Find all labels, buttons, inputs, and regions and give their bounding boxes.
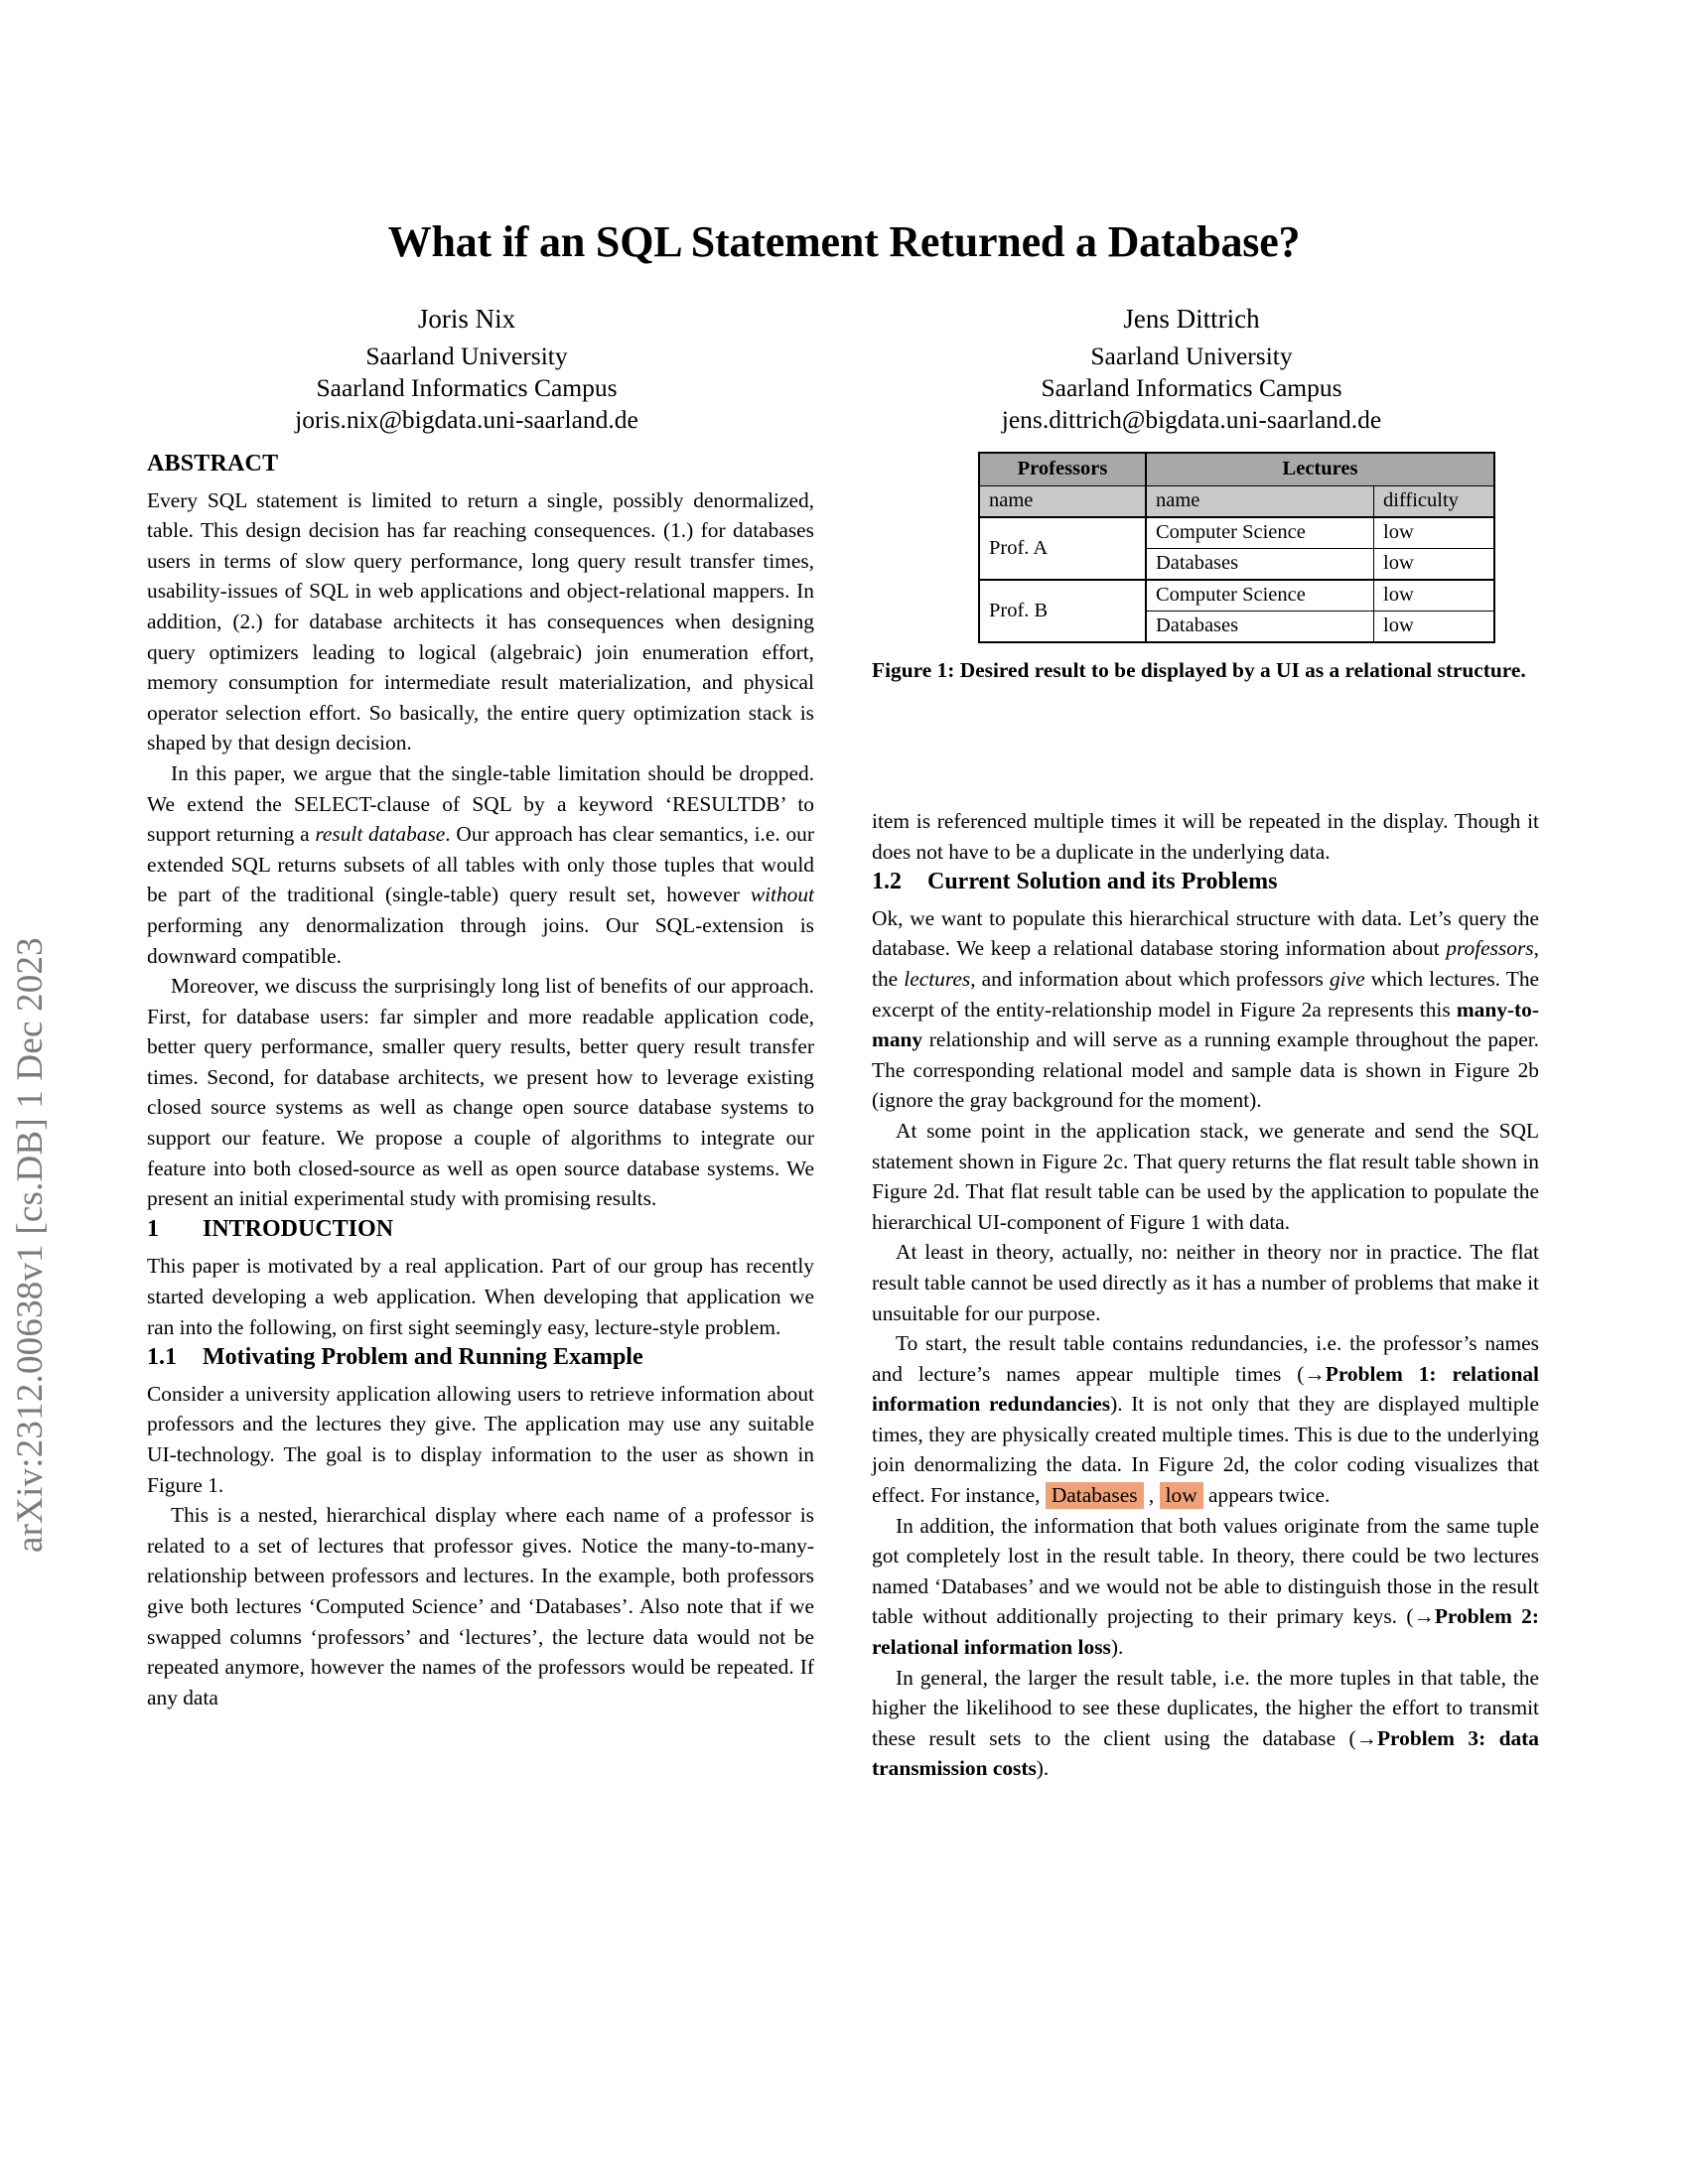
s12-p1-bold-many-to-many: many-to-many bbox=[872, 997, 1539, 1052]
author-affiliation-2: Saarland Informatics Campus bbox=[1041, 373, 1342, 402]
section-heading-1-2 bbox=[872, 867, 1539, 897]
figure-1-caption: Figure 1: Desired result to be displayed by a UI as a relational structure. bbox=[872, 658, 1526, 682]
s12-paragraph-4 bbox=[872, 1328, 1539, 1511]
s12-p1-italic-professors: professors bbox=[1446, 936, 1534, 961]
s12-paragraph-1 bbox=[872, 903, 1539, 1116]
author-email: joris.nix@bigdata.uni-saarland.de bbox=[295, 405, 638, 434]
figure-1 bbox=[978, 452, 1495, 643]
s12-p1-text-a: Ok, we want to populate this hierarchical structure with data. Let’s query the database. We keep a relational database storing information about bbox=[872, 905, 1539, 961]
table-row bbox=[979, 580, 1494, 612]
highlight-databases: Databases bbox=[1046, 1482, 1144, 1509]
s12-paragraph-2: At some point in the application stack, we generate and send the SQL statement shown in Figure 2c. That query returns the flat result table shown in Figure 2d. That flat result table can be used by the application to populate the hierarchical UI-component of Figure 1 with data. bbox=[872, 1118, 1539, 1234]
table-group-header-row bbox=[979, 453, 1494, 486]
s12-p1-text-b: , the bbox=[872, 936, 1539, 991]
table-column-header-row bbox=[979, 486, 1494, 518]
abstract-p2-text-c: performing any denormalization through joins. Our SQL-extension is downward compatible. bbox=[147, 912, 814, 968]
section-number: 1.1 bbox=[147, 1344, 177, 1371]
cell-difficulty: low bbox=[1374, 517, 1495, 549]
group-header-professors: Professors bbox=[979, 453, 1146, 486]
abstract-p2-text-b: . Our approach has clear semantics, i.e. our extended SQL returns subsets of all tables with only those tuples that would be part of the traditional (single-table) query result set, however bbox=[147, 822, 815, 907]
section-title: Motivating Problem and Running Example bbox=[203, 1344, 643, 1371]
author-block-right bbox=[874, 303, 1509, 436]
s12-p4-text-c: , bbox=[1143, 1483, 1160, 1508]
left-column bbox=[147, 449, 814, 1712]
s12-p5-text-b: ). bbox=[1110, 1635, 1124, 1660]
column-header-difficulty: difficulty bbox=[1374, 486, 1495, 518]
s12-p6-text-a: In general, the larger the result table, i.e. the more tuples in that table, the higher the likelihood to see these duplicates, the higher the effort to transmit these result sets to the client using the database (→ bbox=[872, 1665, 1539, 1750]
s12-p4-bold-problem-1: Problem 1: relational information redundancies bbox=[872, 1361, 1539, 1417]
cell-professor-name: Prof. B bbox=[979, 580, 1146, 642]
column-header-lecture-name: name bbox=[1146, 486, 1374, 518]
abstract-paragraph-1: Every SQL statement is limited to return a single, possibly denormalized, table. This design decision has far reaching consequences. (1.) for databases users in terms of slow query performance, long query result transfer times, usability-issues of SQL in web applications and object-relational mappers. In addition, (2.) for database architects it has consequences when designing query optimizers leading to logical (algebraic) join enumeration effort, memory consumption for intermediate result materialization, and physical operator selection effort. So basically, the entire query optimization stack is shaped by that design decision. bbox=[147, 487, 814, 755]
page-title: What if an SQL Statement Returned a Database? bbox=[387, 217, 1301, 266]
author-block-left bbox=[149, 303, 784, 436]
table-row bbox=[979, 517, 1494, 549]
cell-difficulty: low bbox=[1374, 612, 1495, 643]
section-title: INTRODUCTION bbox=[203, 1215, 394, 1242]
group-header-lectures: Lectures bbox=[1146, 453, 1494, 486]
s12-p5-text-a: In addition, the information that both values originate from the same tuple got completely lost in the result table. In theory, there could be two lectures named ‘Databases’ and we would not be able to distinguish those in the result table without additionally projecting to their primary keys. (→ bbox=[872, 1513, 1539, 1629]
abstract-p2-italic-without: without bbox=[750, 883, 814, 907]
s12-p1-italic-give: give bbox=[1329, 966, 1365, 991]
s12-p1-text-e: relationship and will serve as a running example throughout the paper. The corresponding relational model and sample data is shown in Figure 2b (ignore the gray background for the moment). bbox=[872, 1027, 1539, 1113]
s12-p1-text-d: which lectures. The excerpt of the entity-relationship model in Figure 2a represents this bbox=[872, 966, 1540, 1022]
s12-p1-text-c: , and information about which professors bbox=[970, 966, 1330, 991]
section-heading-introduction bbox=[147, 1214, 814, 1245]
s12-p4-text-b: ). It is not only that they are displayed multiple times, they are physically created multiple times. This is due to the underlying join denormalizing the data. In Figure 2d, the color coding visualizes that effect. For instance, bbox=[872, 1392, 1539, 1508]
s12-paragraph-5 bbox=[872, 1511, 1539, 1663]
s11-paragraph-2: This is a nested, hierarchical display where each name of a professor is related to a set of lectures that professor gives. Notice the many-to-many-relationship between professors and lectures. In the example, both professors give both lectures ‘Computed Science’ and ‘Databases’. Also note that if we swapped columns ‘professors’ and ‘lectures’, the lecture data would not be repeated anymore, however the names of the professors would be repeated. If any data bbox=[147, 1503, 814, 1709]
s12-p5-bold-problem-2: Problem 2: relational information loss bbox=[872, 1604, 1539, 1660]
section-number: 1.2 bbox=[872, 869, 902, 895]
arxiv-stamp: arXiv:2312.00638v1 [cs.DB] 1 Dec 2023 bbox=[10, 937, 51, 1553]
author-affiliation-1: Saarland University bbox=[365, 341, 568, 370]
abstract-p2-italic-result-database: result database bbox=[315, 822, 446, 847]
abstract-p2-text-a: In this paper, we argue that the single-table limitation should be dropped. We extend the SELECT-clause of SQL by a keyword ‘RESULTDB’ to support returning a bbox=[147, 760, 814, 847]
section-heading-1-1 bbox=[147, 1342, 814, 1373]
cell-lecture-name: Computer Science bbox=[1146, 580, 1374, 612]
cell-lecture-name: Computer Science bbox=[1146, 517, 1374, 549]
cell-professor-name: Prof. A bbox=[979, 517, 1146, 580]
highlight-low: low bbox=[1160, 1482, 1203, 1509]
abstract-heading: ABSTRACT bbox=[147, 451, 279, 477]
s12-p6-bold-problem-3: Problem 3: data transmission costs bbox=[872, 1725, 1539, 1781]
s12-p4-text-a: To start, the result table contains redundancies, i.e. the professor’s names and lecture’s names appear multiple times (→ bbox=[872, 1331, 1539, 1386]
cell-lecture-name: Databases bbox=[1146, 549, 1374, 581]
s12-p4-text-d: appears twice. bbox=[1202, 1483, 1331, 1508]
abstract-paragraph-3: Moreover, we discuss the surprisingly long list of benefits of our approach. First, for database users: far simpler and more readable application code, better query performance, smaller query results, better query result transfer times. Second, for database architects, we present how to leverage existing closed source systems as well as change open source database systems to support our feature. We propose a couple of algorithms to integrate our feature into both closed-source as well as open source database systems. We present an initial experimental study with promising results. bbox=[147, 974, 814, 1211]
abstract-paragraph-2 bbox=[147, 758, 814, 971]
s12-p1-italic-lectures: lectures bbox=[904, 966, 971, 991]
column-header-professor-name: name bbox=[979, 486, 1146, 518]
s12-paragraph-6 bbox=[872, 1663, 1539, 1784]
right-column bbox=[872, 806, 1539, 1784]
cell-difficulty: low bbox=[1374, 549, 1495, 581]
author-name: Jens Dittrich bbox=[1123, 304, 1260, 334]
s12-paragraph-3: At least in theory, actually, no: neither in theory nor in practice. The flat result table cannot be used directly as it has a number of problems that make it unsuitable for our purpose. bbox=[872, 1240, 1539, 1325]
intro-paragraph-1: This paper is motivated by a real application. Part of our group has recently started developing a web application. When developing that application we ran into the following, on first sight seemingly easy, lecture-style problem. bbox=[147, 1254, 814, 1339]
cell-lecture-name: Databases bbox=[1146, 612, 1374, 643]
cell-difficulty: low bbox=[1374, 580, 1495, 612]
s11-paragraph-1: Consider a university application allowing users to retrieve information about professors and the lectures they give. The application may use any suitable UI-technology. The goal is to display information to the user as shown in Figure 1. bbox=[147, 1381, 814, 1497]
relational-result-table bbox=[978, 452, 1495, 643]
s12-p6-text-b: ). bbox=[1036, 1756, 1050, 1781]
author-name: Joris Nix bbox=[417, 304, 516, 334]
author-email: jens.dittrich@bigdata.uni-saarland.de bbox=[1001, 405, 1382, 434]
author-affiliation-1: Saarland University bbox=[1090, 341, 1293, 370]
section-title: Current Solution and its Problems bbox=[927, 869, 1278, 895]
section-number: 1 bbox=[147, 1215, 159, 1242]
author-affiliation-2: Saarland Informatics Campus bbox=[316, 373, 618, 402]
s11-paragraph-2-continued: item is referenced multiple times it will be repeated in the display. Though it does not have to be a duplicate in the underlying data. bbox=[872, 809, 1539, 864]
